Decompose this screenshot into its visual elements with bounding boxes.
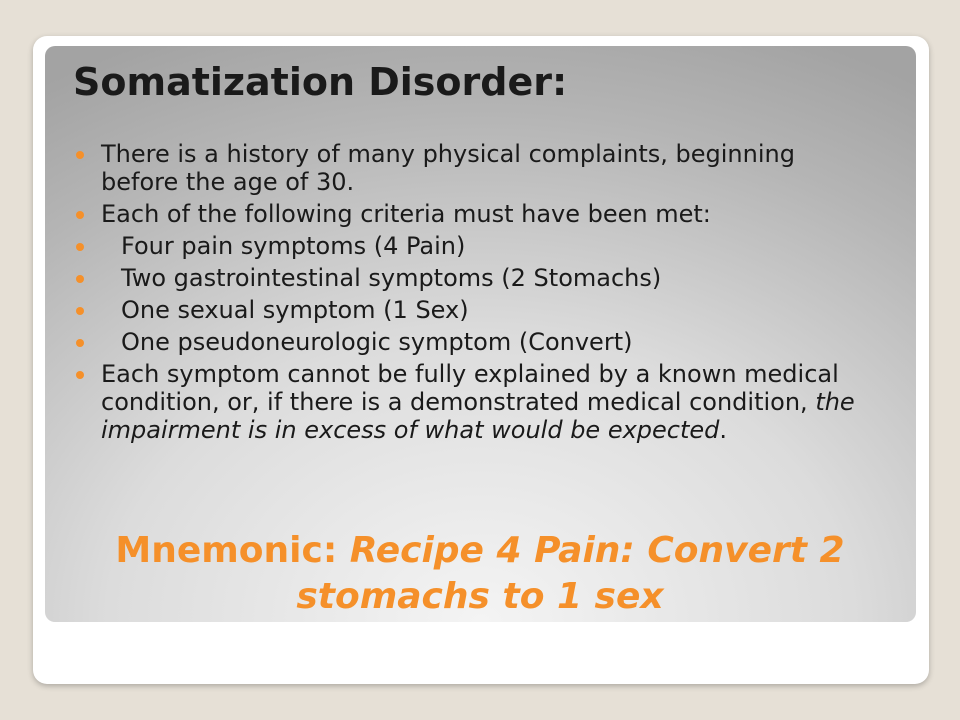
- bullet-text: [101, 360, 855, 444]
- bullet-item: [74, 200, 864, 228]
- bullet-dot-icon: [76, 339, 84, 347]
- bullet-text: There is a history of many physical complaints, beginning before the age of 30.: [101, 140, 795, 196]
- bullet-item-criterion: [74, 328, 864, 356]
- bullet-dot-icon: [76, 275, 84, 283]
- bullet-item: [74, 140, 864, 196]
- mnemonic-label: Mnemonic:: [115, 530, 350, 571]
- bullet-text-italic: the impairment is in excess of what would be expected: [101, 388, 855, 444]
- bullet-dot-icon: [76, 307, 84, 315]
- slide-title: Somatization Disorder:: [73, 60, 568, 104]
- bullet-item-criterion: [74, 232, 864, 260]
- bullet-list: [74, 140, 864, 448]
- bullet-text: Each of the following criteria must have been met:: [101, 200, 711, 228]
- bullet-text: Four pain symptoms (4 Pain): [121, 232, 466, 260]
- bullet-text: One sexual symptom (1 Sex): [121, 296, 469, 324]
- bullet-dot-icon: [76, 151, 84, 159]
- bullet-dot-icon: [76, 243, 84, 251]
- mnemonic-heading: [60, 528, 900, 620]
- bullet-dot-icon: [76, 371, 84, 379]
- bullet-item-criterion: [74, 264, 864, 292]
- bullet-text-normal: Each symptom cannot be fully explained by a known medical condition, or, if there is a demonstrated medical condition,: [101, 360, 839, 416]
- bullet-text: One pseudoneurologic symptom (Convert): [121, 328, 633, 356]
- bullet-item-criterion: [74, 296, 864, 324]
- bullet-text-end: .: [719, 416, 728, 444]
- mnemonic-phrase: Recipe 4 Pain: Convert 2 stomachs to 1 sex: [296, 530, 845, 617]
- bullet-item: [74, 360, 864, 444]
- bullet-text: Two gastrointestinal symptoms (2 Stomachs): [121, 264, 662, 292]
- bullet-dot-icon: [76, 211, 84, 219]
